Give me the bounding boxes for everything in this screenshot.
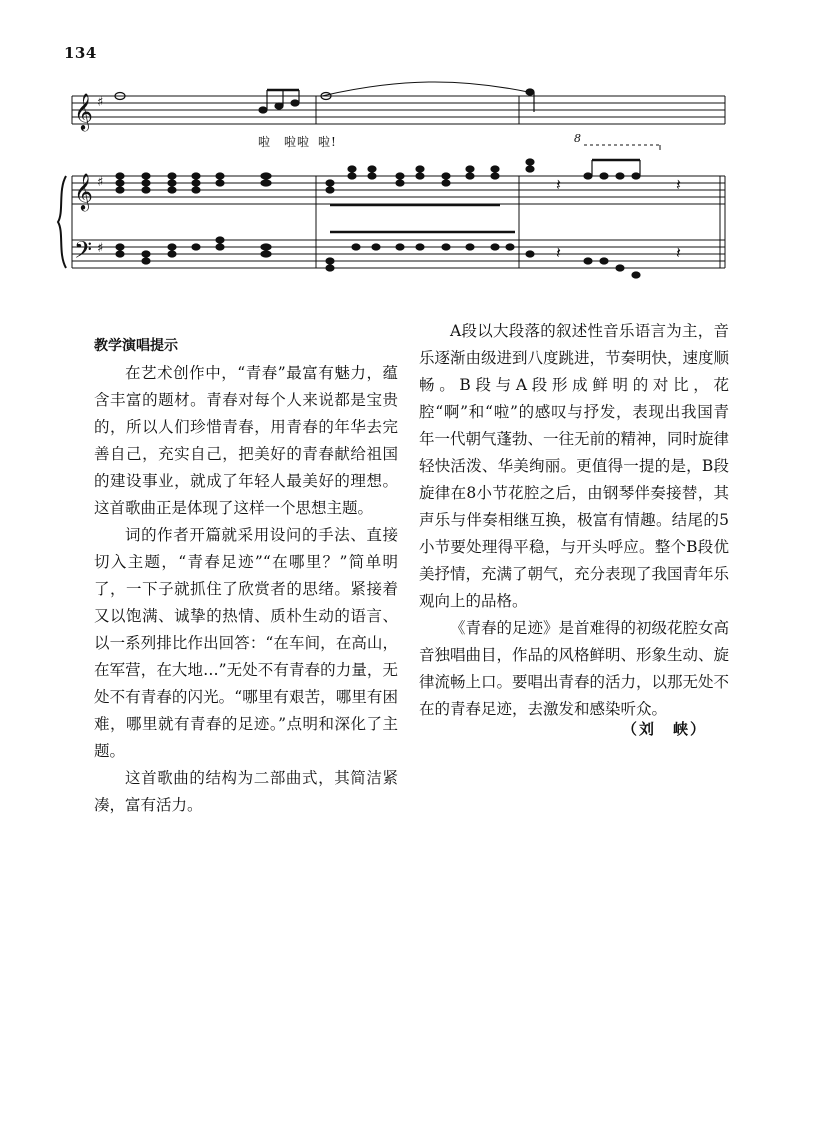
lyric-syllable: 啦啦 [284,135,311,149]
article-right-column [419,318,729,723]
svg-text:𝄽: 𝄽 [676,175,681,194]
octave-marking: 8 [574,132,581,145]
svg-text:𝄽: 𝄽 [556,243,561,262]
paragraph: 词的作者开篇就采用设问的手法、直接切入主题，“青春足迹”“在哪里？”简单明了，一下子就抓住了欣赏者的思绪。紧接着又以饱满、诚挚的热情、质朴生动的语言、以一系列排比作出回答：“在车间，在高山，在军营，在大地…”无处不有青春的力量，无处不有青春的闪光。“哪里有艰苦，哪里有困难，哪里就有青春的足迹。”点明和深化了主题。 [94,526,398,760]
treble-clef-icon: 𝄞 [74,172,93,210]
lyric-syllable: 啦 [258,135,272,149]
sharp-icon: ♯ [97,95,104,110]
voice-staff [72,96,725,124]
sharp-icon: ♯ [97,175,104,190]
lyric-syllable: 啦! [318,135,337,149]
treble-clef-icon: 𝄞 [74,92,93,130]
sharp-icon: ♯ [97,241,104,256]
author-signature: （刘 峡） [622,720,708,738]
svg-text:𝄽: 𝄽 [676,243,681,262]
music-score [0,0,827,310]
svg-text:𝄽: 𝄽 [556,175,561,194]
paragraph: A段以大段落的叙述性音乐语言为主，音乐逐渐由级进到八度跳进，节奏明快，速度顺畅。B段与A段形成鲜明的对比，花腔“啊”和“啦”的感叹与抒发，表现出我国青年一代朝气蓬勃、一往无前的精神，同时旋律轻快活泼、华美绚丽。更值得一提的是，B段旋律在8小节花腔之后，由钢琴伴奏接替，其声乐与伴奏相继互换，极富有情趣。结尾的5小节要处理得平稳，与开头呼应。整个B段优美抒情，充满了朝气，充分表现了我国青年乐观向上的品格。 [419,322,730,610]
paragraph: 《青春的足迹》是首难得的初级花腔女高音独唱曲目，作品的风格鲜明、形象生动、旋律流畅上口。要唱出青春的活力，以那无处不在的青春足迹，去激发和感染听众。 [419,619,730,718]
paragraph: 这首歌曲的结构为二部曲式，其简洁紧凑，富有活力。 [94,769,398,814]
paragraph: 在艺术创作中，“青春”最富有魅力，蕴含丰富的题材。青春对每个人来说都是宝贵的，所以人们珍惜青春，用青春的年华去完善自己，充实自己，把美好的青春献给祖国的建设事业，就成了年轻人最美好的理想。这首歌曲正是体现了这样一个思想主题。 [94,364,398,517]
article-left-column [94,334,398,819]
article-heading: 教学演唱提示 [94,338,178,354]
bass-clef-icon: 𝄢 [74,236,93,269]
page-number: 134 [64,44,97,62]
